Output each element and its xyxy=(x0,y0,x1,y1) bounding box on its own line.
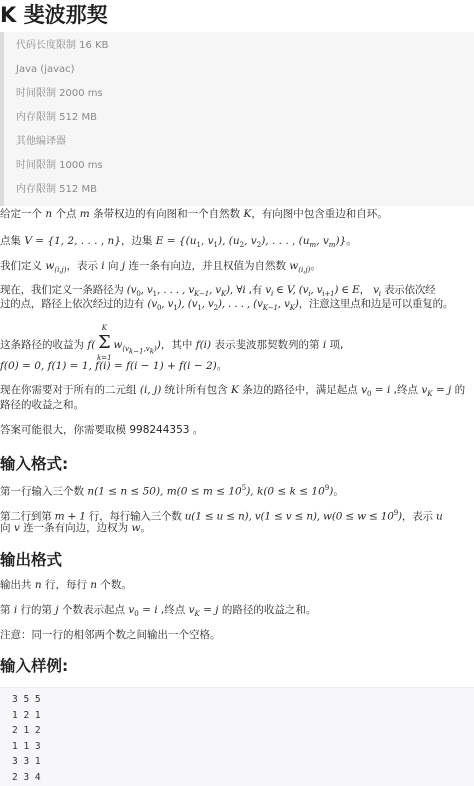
description-weight-def: 我们定义 $w_{(i,j)}$，表示 i 向 j 连一条有向边，并且权值为自然数 $w_{(i,j)}$。 xyxy=(0,260,321,275)
output-format-heading: 输出格式 xyxy=(0,551,63,569)
sample-line: 1 1 3 xyxy=(12,740,41,752)
description-sets: 点集 V = {1, 2, . . . , n}，边集 $E = \{(u_1$, $v_1$), ($u_2$, $v_2$), . . . , ($u_m$, $v_m$)}。 xyxy=(0,235,357,250)
description-graph: 给定一个 n 个点 m 条带权边的有向图和一个自然数 K，有向图中包含重边和自环。 xyxy=(0,208,388,220)
code-length-limit: 代码长度限制 16 KB xyxy=(16,40,109,51)
sample-input-block xyxy=(0,687,474,786)
output-note: 注意：同一行的相邻两个数之间输出一个空格。 xyxy=(0,629,221,641)
output-line-1: 输出共 n 行，每行 n 个数。 xyxy=(0,579,132,591)
input-line-2-cont: 向 v 连一条有向边，边权为 w。 xyxy=(0,522,151,534)
input-line-2: 第二行到第 m + 1 行，每行输入三个数 u(1 ≤ u ≤ n), v(1 ≤ v ≤ n), $w(0 \le w \le 10^9)$，表示 u xyxy=(0,509,443,523)
sample-input-heading: 输入样例: xyxy=(0,657,69,675)
sample-line: 2 3 4 xyxy=(12,771,41,783)
page-title: K 斐波那契 xyxy=(0,3,108,27)
sample-line: 2 1 2 xyxy=(12,725,41,736)
other-time-limit: 时间限制 1000 ms xyxy=(16,160,103,171)
description-task-cont: 路径的收益之和。 xyxy=(0,399,84,411)
java-memory-limit: 内存限制 512 MB xyxy=(16,112,97,123)
other-compilers-label: 其他编译器 xyxy=(16,136,66,147)
summation-symbol: K Σ k=1 xyxy=(97,324,112,362)
sample-line: 1 2 1 xyxy=(12,709,41,721)
fibonacci-definition: f(0) = 0, f(1) = 1, f(i) = f(i − 1) + f(i − 2)。 xyxy=(0,360,228,372)
modulo-note: 答案可能很大，你需要取模 998244353 。 xyxy=(0,424,204,436)
input-line-1: 第一行输入三个数 n(1 ≤ n ≤ 50), $m(0 \le m \le 10^5)$, $k(0 \le k \le 10^9)$。 xyxy=(0,484,344,498)
java-compiler-label: Java (javac) xyxy=(16,64,75,75)
description-path-def: 现在，我们定义一条路径为 ($v_0$, $v_1$, . . . , $v_{K-1}$, $v_K$), ∀i ,有 $v_i$ ∈ V, ($v_i$, $v_{i+1}$) ∈ E， $v_i$ 表示依次经 xyxy=(0,284,436,299)
output-line-2: 第 i 行的第 j 个数表示起点 $v_0 = i$ ,终点 $v_K = j$ 的路径的收益之和。 xyxy=(0,604,317,619)
java-time-limit: 时间限制 2000 ms xyxy=(16,88,103,99)
description-task: 现在你需要对于所有的二元组 (i, j) 统计所有包含 K 条边的路径中，满足起点 $v_0 = i$ ,终点 $v_K = j$ 的 xyxy=(0,384,466,399)
input-format-heading: 输入格式: xyxy=(0,455,69,473)
other-memory-limit: 内存限制 512 MB xyxy=(16,184,97,195)
description-path-edges: 过的点，路径上依次经过的边有 ($v_0$, $v_1$), ($v_1$, $v_2$), . . . , ($v_{K-1}$, $v_K$)，注意这里点和边是可以重复的。 xyxy=(0,298,454,313)
description-path-value: 这条路径的收益为 f( K Σ k=1 $w_{(v_{k-1},v_k)}$)，其中 f(i) 表示斐波那契数列的第 i 项, xyxy=(0,324,344,362)
limits-block xyxy=(0,32,474,206)
sample-line: 3 5 5 xyxy=(12,694,41,705)
sample-line: 3 3 1 xyxy=(12,756,41,767)
